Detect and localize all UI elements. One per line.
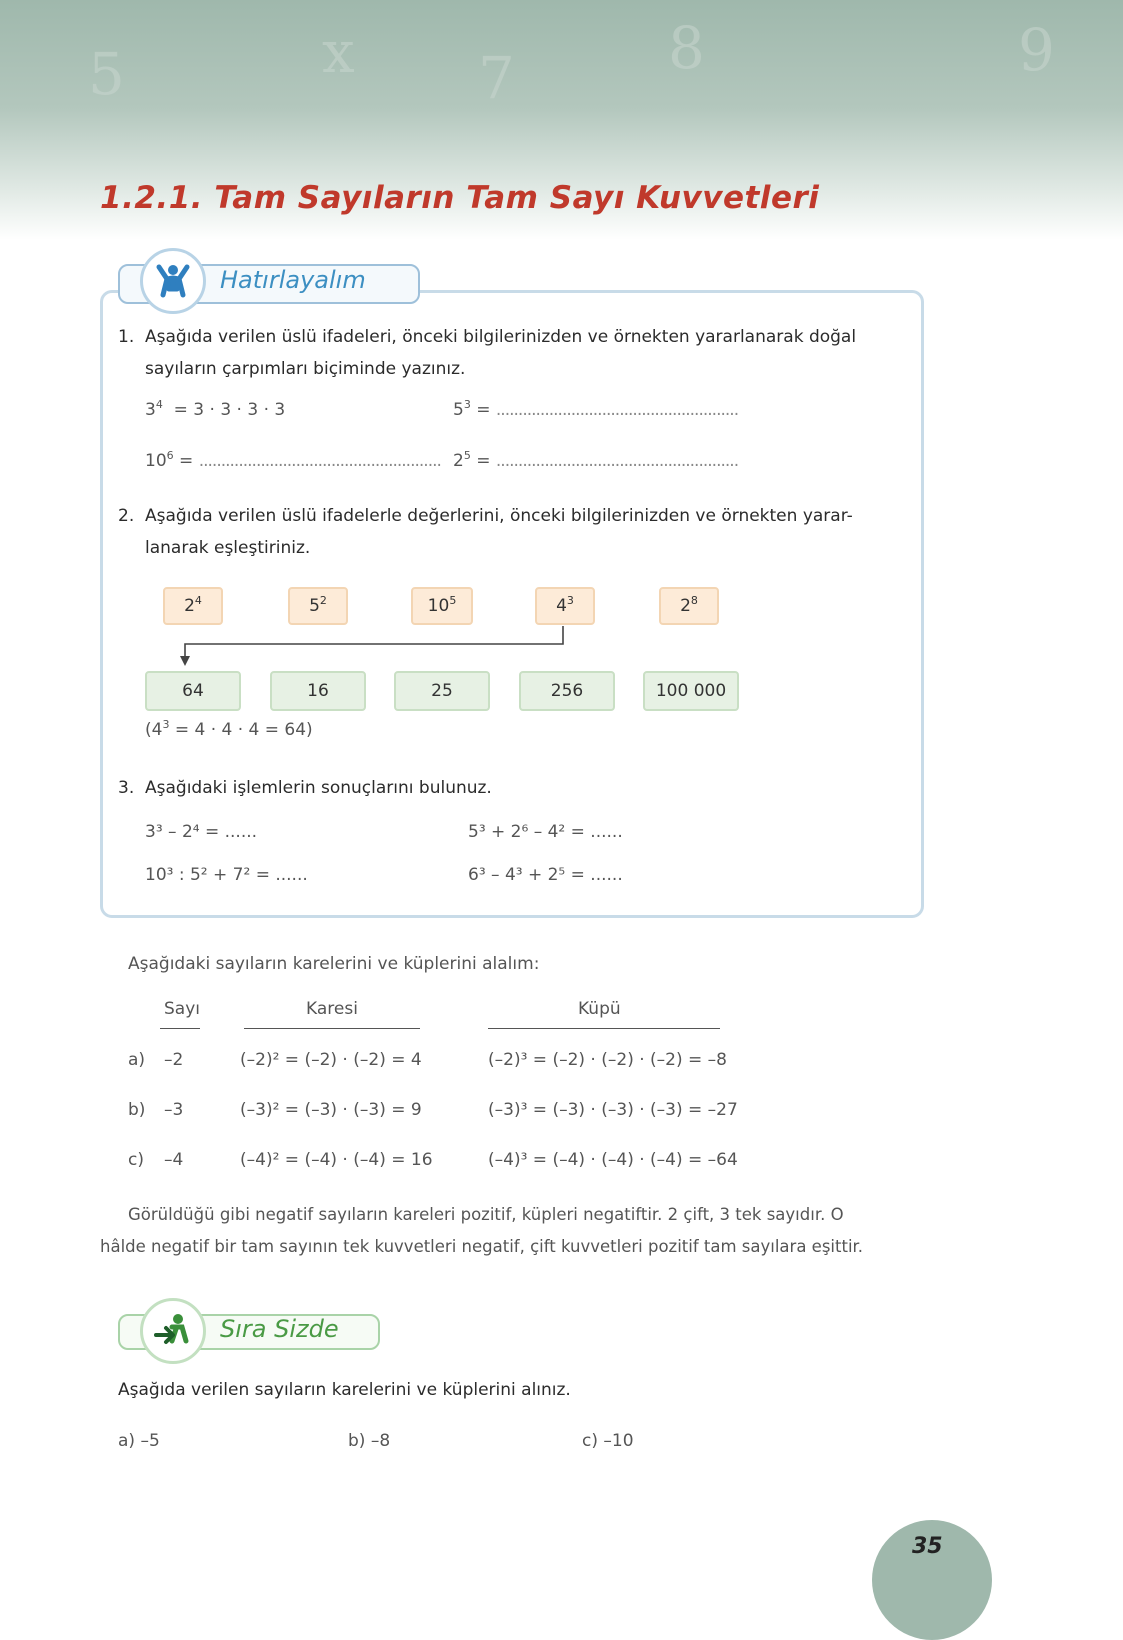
sira-sizde-item: a) –5 <box>118 1431 160 1451</box>
sira-sizde-item: b) –8 <box>348 1431 391 1451</box>
row-label: b) <box>128 1100 146 1120</box>
power-tile[interactable]: $2^4$ <box>163 587 223 625</box>
sira-sizde-item: c) –10 <box>582 1431 634 1451</box>
value-tile[interactable]: 100 000 <box>643 671 739 711</box>
sira-sizde-badge <box>140 1298 206 1364</box>
column-header-square: Karesi <box>306 999 358 1019</box>
column-header-cube: Küpü <box>578 999 621 1019</box>
page-number: 35 <box>912 1534 943 1559</box>
exercise-expression: $10^6$ = ....................................................... <box>145 449 441 471</box>
row-square: (–4)² = (–4) · (–4) = 16 <box>240 1150 433 1170</box>
section-title: 1.2.1. Tam Sayıların Tam Sayı Kuvvetleri <box>100 180 820 216</box>
answer-blank[interactable]: ....................................................... <box>495 451 739 471</box>
bg-number: x <box>322 18 355 86</box>
exercise-expression: $5^3$ = ....................................................... <box>453 398 739 420</box>
bg-number: 8 <box>668 14 705 82</box>
row-square: (–3)² = (–3) · (–3) = 9 <box>240 1100 422 1120</box>
cheering-person-icon <box>153 261 193 301</box>
row-label: a) <box>128 1050 146 1070</box>
question-3-number: 3. <box>118 778 135 798</box>
question-3-text: Aşağıdaki işlemlerin sonuçlarını bulunuz. <box>145 778 492 798</box>
power-tile[interactable]: $5^2$ <box>288 587 348 625</box>
question-2-text: Aşağıda verilen üslü ifadelerle değerlerini, önceki bilgilerinizden ve örnekten yarar- <box>145 506 853 526</box>
sira-sizde-label: Sıra Sizde <box>220 1315 339 1343</box>
row-cube: (–4)³ = (–4) · (–4) · (–4) = –64 <box>488 1150 738 1170</box>
hatirlayalim-label: Hatırlayalım <box>220 266 366 294</box>
exercise-expression: $2^5$ = ....................................................... <box>453 449 739 471</box>
header-underline <box>160 1028 200 1029</box>
value-tile[interactable]: 16 <box>270 671 366 711</box>
row-number: –3 <box>164 1100 184 1120</box>
power-tile[interactable]: $2^8$ <box>659 587 719 625</box>
value-tile[interactable]: 64 <box>145 671 241 711</box>
bg-number: 7 <box>478 44 515 112</box>
row-square: (–2)² = (–2) · (–2) = 4 <box>240 1050 422 1070</box>
question-2-text: lanarak eşleştiriniz. <box>145 538 311 558</box>
row-number: –2 <box>164 1050 184 1070</box>
row-cube: (–3)³ = (–3) · (–3) · (–3) = –27 <box>488 1100 738 1120</box>
row-cube: (–2)³ = (–2) · (–2) · (–2) = –8 <box>488 1050 727 1070</box>
question-1-number: 1. <box>118 327 135 347</box>
answer-blank[interactable]: ....................................................... <box>198 451 441 471</box>
question-1-text: sayıların çarpımları biçiminde yazınız. <box>145 359 466 379</box>
conclusion-text: hâlde negatif bir tam sayının tek kuvvetleri negatif, çift kuvvetleri pozitif tam sayılara eşittir. <box>100 1237 864 1256</box>
exercise-expression: 6³ – 4³ + 2⁵ = ...... <box>468 865 623 885</box>
bg-number: 5 <box>88 40 125 108</box>
matching-example: $(4^3 = 4 \cdot 4 \cdot 4 = 64)$ <box>145 718 313 740</box>
conclusion-text: Görüldüğü gibi negatif sayıların kareleri pozitif, küpleri negatiftir. 2 çift, 3 tek sayıdır. O <box>128 1205 844 1224</box>
exercise-expression: $3^4 = 3 \cdot 3 \cdot 3 \cdot 3$ <box>145 398 286 420</box>
column-header-number: Sayı <box>164 999 200 1019</box>
matching-arrow <box>170 624 580 668</box>
sira-sizde-instruction: Aşağıda verilen sayıların karelerini ve küplerini alınız. <box>118 1380 571 1400</box>
power-tile[interactable]: $4^3$ <box>535 587 595 625</box>
exercise-expression: 5³ + 2⁶ – 4² = ...... <box>468 822 623 842</box>
power-tile[interactable]: $10^5$ <box>411 587 473 625</box>
answer-blank[interactable]: ....................................................... <box>495 400 739 420</box>
running-arrow-icon <box>152 1311 194 1351</box>
row-label: c) <box>128 1150 144 1170</box>
bg-number: 9 <box>1018 16 1055 84</box>
intro-text: Aşağıdaki sayıların karelerini ve küplerini alalım: <box>128 954 540 974</box>
hatirlayalim-badge <box>140 248 206 314</box>
value-tile[interactable]: 256 <box>519 671 615 711</box>
header-underline <box>244 1028 420 1029</box>
row-number: –4 <box>164 1150 184 1170</box>
value-tile[interactable]: 25 <box>394 671 490 711</box>
question-1-text: Aşağıda verilen üslü ifadeleri, önceki bilgilerinizden ve örnekten yararlanarak doğal <box>145 327 857 347</box>
exercise-expression: 10³ : 5² + 7² = ...... <box>145 865 308 885</box>
header-underline <box>488 1028 720 1029</box>
exercise-expression: 3³ – 2⁴ = ...... <box>145 822 258 842</box>
question-2-number: 2. <box>118 506 135 526</box>
